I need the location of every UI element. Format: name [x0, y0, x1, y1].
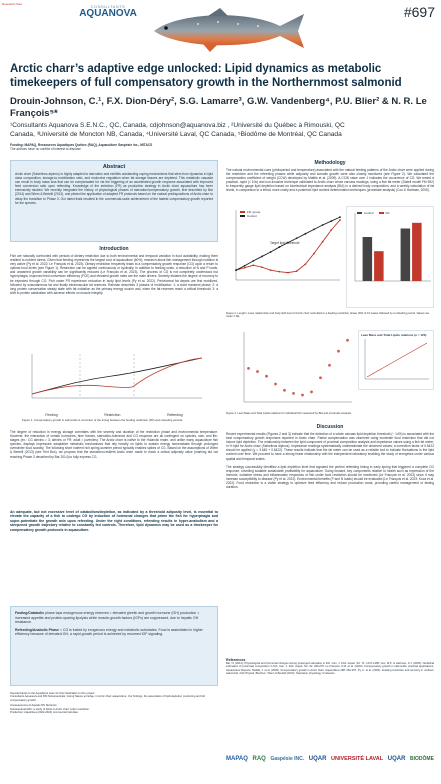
figure-3-plot — [347, 207, 433, 291]
figure-2-plot — [226, 206, 344, 290]
scatter-point-0 — [247, 367, 250, 370]
footer-notes — [10, 692, 218, 714]
figure-1-phase-labels — [22, 413, 206, 417]
series-0-point-11 — [330, 229, 332, 231]
figure-4-title: Lean Mass and Total Lipids relations (n = 120) — [361, 333, 427, 337]
legend-label-control: Control — [247, 214, 257, 218]
author-list: Drouin-Johnson, C.¹, F.X. Dion-Déry², S.G. Lamarre³, G.W. Vandenberg⁴, P.U. Blier² & N. R. Le François⁵* — [10, 96, 427, 119]
discussion-section — [226, 424, 434, 489]
introduction-para-1: Fish are naturally confronted with periods of dietary restriction due to both environmental and temporal variation in food availability, making them resilient to nutrient stress. Given that feeding represents the largest cost of aquaculture (60%), research about fish management through nutrition is very active (Py et al. 2022; Le François et al. 2023). Dietary restriction frequently leads to a compensatory growth response (CG) upon a return to optimal food levels (see Figure 1). Restriction can be applied continuously or cyclically. In addition to feeding costs, a reduction of N and P loads, and unwanted growth variability can be significantly reduced (Le François et al. 2023). The process of CG is not completely understood but hyperphagia, improved feed conversion efficiency (FCE) and elevated growth rates are the main drivers. Severity dictates the degree of recovery to be expected through CG. Fish under FR experience reduction in body lipid levels (Py et al. 2022). Perivisceral fat depots are first mobilized, followed by subcutaneous fat and finally intramuscular fat reserves. Rahman describes 3 phases of mobilization: 1: a short transient phase; 2: a long protein conservation steady state with fat oxidation as the primary energy source and, when the fat reserves reach a critical threshold; 3: a shift to protein catabolism with adverse effects on muscle integrity. — [10, 254, 218, 295]
sponsor-logo-raq: RAQ — [252, 756, 266, 762]
references-title: References — [226, 658, 246, 662]
methodology-title: Methodology — [314, 160, 346, 166]
series-0-point-8 — [304, 263, 306, 265]
methodology-text: The natural environmental cues (photoperiod and temperature) associated with the natural feeding patterns of the Arctic charr were applied during the restriction and the refeeding phases while adiposity and somatic growth were also closely monitored (see Figure 2). We calculated the compensation coefficient of weight (CCW) developed by Mattila et al. (2009). A CCW value over 1 indicates the occurrence of CG. We tested a practical, rapid (< 10s) and non-invasive technique calibrated to Arctic charr whole carcass readings, using a fish fat meter (Distell model FM 692) to frequently gauge lipid depletion based on bioelectrical impedance analysis (BIA) in a derived body composition, and a weekly calculation of fat levels, in comparison to a lethal, more costly and a posteriori lipid content determination techniques (proximate analysis) (Cox & Hartman, 2005). — [226, 168, 434, 193]
footer-line-5: Production: AquaNova (2022-2024) commercial trial data. — [10, 711, 79, 715]
legend-swatch-control — [240, 215, 245, 217]
title-line-1: Arctic charr’s adaptive edge unlocked: Lipid dynamics as metabolic — [10, 63, 382, 75]
fasting-text: phase taps endogenous energy reserves = elevated ghrelin and growth hormone (GH) production = increased appetite and protein-sparing lipolysis while muscle-growth factors (IGFs) are suppressed, due to hepatic GH resistance. — [15, 611, 200, 625]
aquanova-logo — [78, 4, 138, 26]
series-1-point-3 — [261, 256, 263, 258]
sponsor-logo-laval: UNIVERSITÉ LAVAL — [331, 756, 384, 762]
fasting-label: Fasting/Catabolic — [15, 611, 45, 615]
phase-label-refeeding: Refeeding — [167, 413, 183, 417]
title-line-2: timekeepers of full compensatory growth in the Northernmost salmonid — [10, 77, 402, 89]
series-0-point-9 — [313, 253, 315, 255]
figure-2 — [226, 206, 344, 308]
sponsor-logos — [226, 742, 434, 776]
references-text: Bar, N. (2014). Physiological and hormonal changes during prolonged starvation in fish. Can. J. Fish. Aquat. Sci. 71: 1447-1458. Cox, M.K. & Hartman, K.J. (2005). Nonlethal estimation of proximate composition in fish. Can. J. Fish. Aquat. Sci. 62: 269-275. Le François, N.R. et al. (2023). Compensatory growth in salmonids: practical applications. Aquaculture Reports. Mattila, J. et al. (2009). Compensatory growth in Arctic charr. Aquaculture 288: 252-257. Py, C. et al. (2022). Feeding restriction and recovery in northern salmonids. Fish Physiol. Biochem. Wiem & Bertelli (2013). Starvation physiology of teleosts. — [226, 662, 434, 676]
poster-title — [10, 62, 431, 90]
figure-4-plot — [236, 326, 356, 410]
sponsor-logo-mapaq: MAPAQ — [226, 756, 248, 762]
series-1-point-12 — [339, 216, 341, 218]
refeeding-label: Refeeding/Anabolic Phase — [15, 627, 59, 632]
bar-group-0-series-0 — [363, 237, 373, 281]
series-1-point-10 — [322, 224, 324, 226]
legend-swatch-control-bar — [357, 212, 362, 214]
series-0-point-1 — [244, 267, 246, 269]
legend-swatch-fr — [240, 211, 245, 213]
bar-group-1-series-0 — [401, 228, 411, 281]
footer-line-3: Consequences of Aquatic RS Nutrients: — [10, 704, 58, 708]
legend-control — [240, 214, 260, 218]
discussion-para-1: Recent experimental results (Figures 2 and 3) indicate that the detection of a whole carcass lipid depletion threshold (~ 14%) is associated with the best compensatory growth responses reported in Arctic charr. Partial compensation was observed using moderate food restriction that did not induce lipid depletion. The relationship between the lipid component of proximal composition analysis and impedance values using a fish fat meter, in % lipid for Arctic charr (Salvelinus alpinus). Impedance readings systematically underestimate the observed values; a correction factor of 0.6422 should be applied (y = 3.645 + 0.6422). These results indicate that the fat meter can be used as a reliable tool to indicate fluctuations in the lipid content over time. We proceed to have a strong linear relationship with the independent laboratory enabling the study of energetics under various spatial and temporal scales. — [226, 432, 434, 461]
figure-1 — [22, 350, 206, 424]
poster-number: #697 — [403, 4, 435, 20]
refeeding-text: = CG is fueled by exogenous energy and metabolic substrates. Food is assimilated in higher efficiency because of elevated GH, a rapid growth period is achieved by resumed IGF signaling. — [15, 627, 203, 637]
conflict-line: The authors have no conflict of interest to disclose — [10, 147, 81, 152]
abstract-text: Arctic charr (Salvelinus alpinus) is highly adapted to starvation and exhibits outstanding coping mechanisms that stem from dynamics in lipid class composition, storage-to-mobilization ratio, and endocrine regulation when fat storage tissues are depleted. This metabolic cascade can result in body mass loss that can be compensated for via the triggering of an accelerated growth response associated with improved feed conversion ratio upon refeeding. Knowledge of the selection (FR) as production strategy in Arctic charr aquaculture has been extensively studied. We recently integrated the history of physiological phases of starvation/compensatory growth, first described by Bar (2014) and Wiem & Bertelli (2013), and piloted the application of adapted FR protocols based on the natural predispositions of Arctic charr to delay the transition to Phase 3. Our latest trials resulted in the commercial-scale achievement of the fastest compensatory growth reported for the species. — [15, 172, 213, 205]
corner-tag: Research Note — [2, 2, 23, 6]
scatter-point-9 — [328, 364, 331, 367]
phase-label-feeding: Feeding — [45, 413, 58, 417]
figure-1-caption: Figure 1. Compensatory growth in salmonids is a function of the timing between the feeding restriction (FR) and refeeding periods. — [22, 418, 184, 422]
series-0-point-3 — [261, 266, 263, 268]
series-1-point-8 — [304, 233, 306, 235]
introduction-section — [10, 246, 218, 295]
abstract-title: Abstract — [102, 164, 126, 170]
series-1-point-2 — [252, 260, 254, 262]
series-1-point-11 — [330, 220, 332, 222]
threshold-annotation: Target lipid threshold — [270, 241, 300, 245]
funding-note — [10, 143, 310, 151]
footer-line-4: Nutraceutical ARC: a study of lipids in Arctic charr under restriction. — [10, 707, 90, 711]
fasting-phase-note — [15, 611, 213, 625]
scatter-point-1 — [256, 370, 259, 373]
series-0-point-10 — [322, 241, 324, 243]
arctic-charr-illustration — [148, 4, 308, 56]
series-0-point-4 — [270, 269, 272, 271]
introduction-title: Introduction — [99, 246, 129, 252]
sponsor-logo-uqar-2: UQAR — [387, 756, 406, 762]
bar-group-0-series-1 — [374, 251, 384, 281]
figure-4-caption: Figure 4. Lean Mass and Total Lipids relations for individual fish measured by BIA and proximate analysis. — [226, 412, 352, 415]
funding-line: Funding: MAPAQ, Ressources Aquatiques Québec (RAQ), Aquaculture Gaspésie inc., MITACS — [10, 143, 153, 147]
logo-name: AQUANOVA — [79, 8, 137, 19]
legend-label-control-bar: Control — [364, 211, 374, 215]
series-1-point-1 — [244, 265, 246, 267]
figure-3 — [346, 206, 434, 308]
sponsor-logo-gaspesie: Gaspésie INC. — [270, 756, 305, 762]
series-0-point-2 — [252, 264, 254, 266]
discussion-para-2: The strategy successfully identified a lipid depletion level that signaled the perfect refeeding timing in early spring that triggered a complete CG response, unveiling scalable sustainable profitability for aquaculture. Going forward, key components relative to health such as expression of the immune, oxidative stress and inflammation responses of fish under food restriction should be monitored (Le François et al. 2023) since it may increase susceptibility to disease (Py et al. 2022). Environmental benefits (P and N loads) should be evaluated (Le François et al. 2023; Koca et al. 2022). Food restriction is a viable strategy to optimize feed efficiency and reduce production costs, providing careful management of fasting duration. — [226, 464, 434, 490]
series-1-point-7 — [296, 237, 298, 239]
refeeding-phase-note — [15, 628, 213, 637]
series-0-point-12 — [339, 219, 341, 221]
affiliations — [10, 122, 435, 140]
figure-1-plot — [22, 350, 206, 408]
affiliation-line-2: Canada, ³Université de Moncton NB, Canada, ⁴Université Laval, QC Canada, ⁵Biodôme de Montréal, QC Canada — [10, 130, 342, 138]
legend-label-fr: FR: group — [247, 210, 261, 214]
series-1-point-0 — [235, 269, 237, 271]
scatter-point-11 — [346, 339, 349, 342]
figure-4 — [236, 326, 356, 410]
scatter-point-7 — [310, 390, 313, 393]
references-section — [226, 658, 434, 676]
scatter-point-4 — [283, 389, 286, 392]
series-0-point-6 — [287, 272, 289, 274]
figure-2-legend — [240, 210, 260, 218]
phase-label-restriction: Restriction — [104, 413, 121, 417]
footer-line-1: Special thanks to the AquaNova team for their dedication to this project. — [10, 692, 96, 695]
discussion-title: Discussion — [316, 424, 344, 430]
series-line-0 — [236, 220, 340, 273]
series-1-point-5 — [278, 246, 280, 248]
logo-top-text: CONSULTANTS — [90, 4, 126, 9]
legend-label-fr-bar: FR — [385, 211, 390, 215]
bar-group-1-series-1 — [412, 223, 422, 281]
scatter-point-3 — [274, 383, 277, 386]
abstract-panel — [10, 160, 218, 242]
legend-swatch-fr-bar — [379, 212, 384, 214]
scatter-point-8 — [319, 376, 322, 379]
scatter-point-5 — [292, 392, 295, 395]
footer-line-2: Consultants Aquanova and RSI Nutraceuticals: Giving Nature an Edge, in Arctic charr aquaculture. Our findings, the association of lipid-depletion monitoring and full compensatory growth. — [10, 695, 205, 702]
introduction-para-3: An adequate, but not excessive level of catabolism/depletion, as indicated by a threshold adiposity level, is essential to elevate the capacity of a fish to undergo CG by induction of hormonal changes that prime the fish for hyperphagia and super-potentiate the growth axis upon refeeding. Under the right conditions, refeeding results in hyper-anabolism and a steepened growth trajectory relative to constantly fed controls. Therefore, lipid dynamics may be used as a timekeeper for compensatory growth protocols in aquaculture. — [10, 510, 218, 532]
series-0-point-7 — [296, 270, 298, 272]
introduction-para-2: The degree of reduction in energy storage correlates with the severity and duration of the restriction phase and environmental temperature. However, the interaction of certain hormones, time frames, starvation-tolerance and CG response are all contingent on species, size, and life-stages (ex.: CG alevins = 3; alevins or FR: adult = juveniles). The Arctic charr is native to the Holarctic realm, and unlike many aquaculture fish species, displays impressive adaptative metabolic mechanisms that rely heavily on lipids to sustain energy homeostasis through prolonged overwinter food scarcity. The following short nutrient rich spring-summer period typically enables spikes of CG. Based on the assumptions of Wiem & Bertelli (2013) (see Text Box), we propose that the starvation-resilient Arctic charr made to reach a critical adiposity value (marking but not reaching Phase 3 described by Bar 2014) to fully express CG. — [10, 430, 218, 459]
scatter-point-10 — [337, 350, 340, 353]
scatter-point-2 — [265, 375, 268, 378]
scatter-point-6 — [301, 394, 304, 397]
series-1-point-9 — [313, 228, 315, 230]
methodology-section — [226, 160, 434, 193]
figure-3-legend — [357, 211, 390, 215]
series-1-point-4 — [270, 251, 272, 253]
mechanism-textbox — [10, 606, 218, 686]
figure-4-inset — [358, 330, 434, 390]
series-0-point-5 — [278, 271, 280, 273]
sponsor-logo-biodome: BIODÔME — [410, 756, 434, 762]
figure-2-caption: Figure 2. Length / mass relationship and body lipid level of Arctic charr submitted to a feeding restriction phase (FR) of 16 weeks followed by a refeeding period. Values are mean ± SE. — [226, 312, 430, 319]
sponsor-logo-uqar-1: UQAR — [308, 756, 327, 762]
affiliation-line-1: ¹Consultants Aquanova S.E.N.C., QC, Canada, cdjohnson@aquanova.biz , ²Université du Québec à Rimouski, QC — [10, 122, 345, 129]
figure-4-inset-plot — [361, 337, 431, 383]
